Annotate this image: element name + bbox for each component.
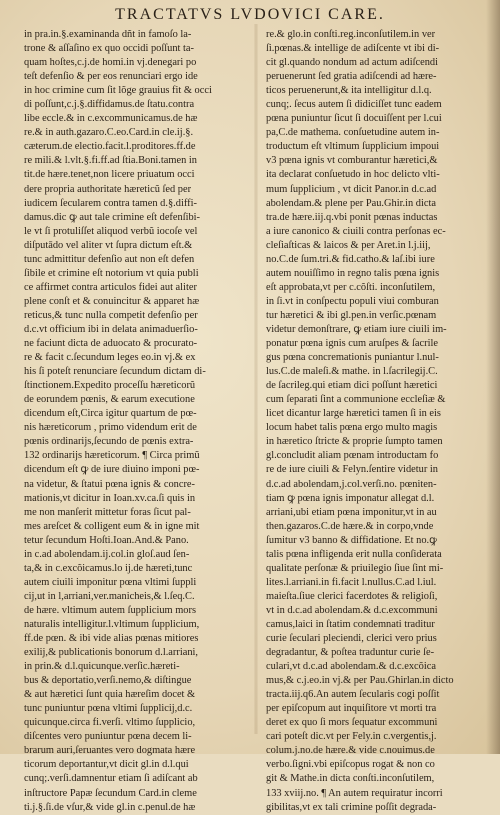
text-line: ſibile et crimine eſt notorium vt quia publi <box>24 267 199 279</box>
text-line: ticos peruenerunt,& ita intelligitur d.l.q. <box>266 85 432 97</box>
text-line: tiam ꝙ pœna ignis imponatur allegat d.l. <box>266 492 435 504</box>
text-line: vt in d.c.ad abolendam.& d.c.excommuni <box>266 604 438 616</box>
text-line: tit.de hære.tenet,non licere priuatum occi <box>24 169 195 181</box>
text-line: tunc admittitur defenſio aut non eſt defen <box>24 253 195 265</box>
text-line: tra.de hære.iij.q.vbi ponit pœnas inductas <box>266 211 438 223</box>
text-line: qualitate perſonæ & priuilegio ſiue ſint mi- <box>266 562 444 574</box>
text-line: maieſta.ſiue clerici facerdotes & religioſi, <box>266 590 438 602</box>
text-line: quam hoſtes,c.j.de homi.in vj.denegari po <box>24 57 197 69</box>
text-line: mes areſcet & colligent eum & in igne mit <box>24 520 200 532</box>
text-line: git & Mathe.in dicta conſti.inconſutilem, <box>266 773 435 785</box>
text-line: peruenerunt ſed gratia adiſcendi ad hære- <box>266 71 437 83</box>
text-line: mationis,vt dicitur in Ioan.xv.ca.ſi quis in <box>24 492 196 504</box>
text-line: trone & aſſaſino ex quo occidi poſſunt ta- <box>24 43 194 55</box>
text-line: naturalis intelligitur.l.vltimum ſupplicium, <box>24 618 200 630</box>
text-line: ff.de pœn. & ibi vide alias pœnas mitiores <box>24 633 199 645</box>
text-line: mus,& c.j.eo.in vj.& per Pau.Ghirlan.in dicto <box>266 675 454 687</box>
text-line: pœna puniuntur ſicut ſi docuiſſent per l.cui <box>266 113 442 125</box>
text-line: deret ex quo ſi mors ſequatur excommuni <box>266 717 438 729</box>
text-line: curie ſeculari pleciendi, clerici vero prius <box>266 633 437 645</box>
text-line: autem nouiſſimo in regno talis pœna ignis <box>266 267 440 279</box>
text-line: camus,laici in ſtatim condemnati traditur <box>266 618 435 630</box>
text-line: & aut hæretici ſunt quia hæreſim docet & <box>24 689 196 701</box>
text-line: plene conſt et & conuincitur & apparet hæ <box>24 295 200 307</box>
text-line: v3 pœna ignis vt comburantur hæretici,& <box>266 155 438 167</box>
text-line: mum ſupplicium , vt dicit Panor.in d.c.ad <box>266 183 437 195</box>
text-line: cleſiaſticas & laicos & per Aret.in l.j.iij, <box>266 239 431 251</box>
text-line: ſi.pœnas.& intellige de adiſcente vt ibi di- <box>266 43 440 55</box>
text-line: cunq;.verſi.damnentur etiam ſi adiſcant ab <box>24 773 198 785</box>
text-line: ponatur pœna ignis cum aruſpes & ſacrile <box>266 338 438 350</box>
text-line: in hoc crimine cum ſit lõge grauius fit & occi <box>24 85 212 97</box>
text-line: in hæretico ſtricte & proprie ſumpto tamen <box>266 436 443 448</box>
text-line: pa,C.de mathema. conſuetudine autem in- <box>266 127 440 139</box>
left-column <box>24 28 254 815</box>
text-line: re mili.& l.vlt.§.fi.ff.ad ſtia.Boni.tamen in <box>24 155 197 167</box>
text-line: arriani,ubi etiam pœna imponitur,vt in au <box>266 506 437 518</box>
text-line: re de iure ciuili & Felyn.ſentire videtur in <box>266 464 438 476</box>
text-line: in prin.& d.l.quicunque.verſic.hæreti- <box>24 661 180 673</box>
text-line: no.C.de ſum.tri.& fid.catho.& laſ.ibi iure <box>266 253 435 265</box>
text-line: exilij,& publicationis bonorum d.l.arriani, <box>24 647 199 659</box>
text-line: talis pœna infligenda erit nulla conſiderata <box>266 548 442 560</box>
text-line: pœnis ordinarijs,ſecundo de pœnis extra- <box>24 436 194 448</box>
text-line: d.c.vt officium ibi in delata animaduerſio- <box>24 323 198 335</box>
text-line: 133 xviij.no. ¶ An autem requiratur incorri <box>266 787 443 799</box>
text-line: reticus,& tunc nulla competit defenſio per <box>24 309 198 321</box>
text-line: de hære. vltimum autem ſupplicium mors <box>24 604 196 616</box>
text-line: tracta.iij.q6.An autem ſecularis cogi poſſit <box>266 689 440 701</box>
text-line: iudicem ſecularem contra tamen d.§.diffi- <box>24 197 197 209</box>
text-line: inſtructore Papæ ſecundum Card.in cleme <box>24 787 197 799</box>
text-line: gl.concludit aliam pœnam introductam fo <box>266 450 439 462</box>
text-line: cæterum.de electio.facit.l.proditores.ff.de <box>24 141 196 153</box>
text-line: di poſſunt,c.j.§.diffidamus.de ſtatu.contra <box>24 99 195 111</box>
text-line: 132 ordinarijs hæreticorum. ¶ Circa primũ <box>24 450 200 462</box>
text-line: teſt defenſio & per eos renunciari ergo ide <box>24 71 198 83</box>
text-line: cit gl.quando nondum ad actum adiſcendi <box>266 57 438 69</box>
text-line: lus.C.de maleſi.& mathe. in l.ſacrilegij.C. <box>266 366 438 378</box>
text-line: cum ſeparati ſint a communione eccleſiæ & <box>266 394 446 406</box>
text-line: gibilitas,vt ex tali crimine poſſit degrada- <box>266 801 437 813</box>
text-line: ita declarat conſuetudo in hoc delicto vlti- <box>266 169 440 181</box>
text-line: colum.j.no.de hære.& vide c.nouimus.de <box>266 745 435 757</box>
text-line: autem ciuili imponitur pœna vltimi ſuppli <box>24 576 197 588</box>
text-line: de eorundem pœnis, & earum executione <box>24 394 195 406</box>
text-line: per epiſcopum aut inquiſitore vt morti tra <box>266 703 437 715</box>
text-line: cij,ut in l,arriani,ver.manicheis,& l.ſeq.C. <box>24 590 195 602</box>
text-line: tetur ſecundum Hoſti.Ioan.And.& Pano. <box>24 534 189 546</box>
text-line: ti.j.§.ſi.de vſur,& vide gl.in c.penul.de hæ <box>24 801 196 813</box>
text-line: re.& in auth.gazaro.C.eo.Card.in cle.ij.§. <box>24 127 194 139</box>
text-line: de ſacrileg.qui etiam dici poſſunt hæretici <box>266 380 438 392</box>
text-line: me non manſerit mittetur foras ſicut pal- <box>24 506 191 518</box>
text-line: brarum auri,ſeruantes vero dogmata hære <box>24 745 196 757</box>
text-line: re & facit c.ſecundum leges eo.in vj.& ex <box>24 352 196 364</box>
text-line: diſcentes vero puniuntur pœna decem li- <box>24 731 192 743</box>
text-line: locum habet talis pœna ergo multo magis <box>266 422 438 434</box>
text-line: na videtur, & ſtatui pœna ignis & concre- <box>24 478 195 490</box>
text-line: gus pœna concremationis puniantur l.nul- <box>266 352 439 364</box>
text-line: dicendum eſt,Circa igitur quartum de pœ- <box>24 408 197 420</box>
column-gutter <box>254 24 258 734</box>
text-line: in ſi.vt in conſpectu populi viui comburan <box>266 295 439 307</box>
running-header: TRACTATVS LVDOVICI CARE. <box>115 6 385 23</box>
text-line: lites.l.arriani.in fi.facit l.nullus.C.ad l.iul. <box>266 576 437 588</box>
text-line: licet dicantur large hæretici tamen ſi in eis <box>266 408 441 420</box>
text-line: ne faciunt dicta de aduocato & procurato- <box>24 338 198 350</box>
text-line: quicunque.circa fi.verſi. vltimo ſupplicio, <box>24 717 196 729</box>
text-line: videtur demonſtrare, ꝙ etiam iure ciuili im- <box>266 323 447 335</box>
text-line: diſputādo vel aliter vt ſupra dictum eſt.& <box>24 239 193 251</box>
text-line: tunc puniuntur pœna vltimi ſupplicij,d.c. <box>24 703 193 715</box>
text-line: tur hæretici & ibi gl.pen.in verſic.pœnam <box>266 309 437 321</box>
text-line: ſtinctionem.Expedito proceſſu hæreticorũ <box>24 380 196 392</box>
text-line: abolendam.& plene per Pau.Ghir.in dicta <box>266 197 436 209</box>
text-line: verbo.ſigni.vbi epiſcopus rogat & non co <box>266 759 435 771</box>
text-line: libe eccle.& in c.excommunicamus.de hæ <box>24 113 198 125</box>
text-line: re.& glo.in conſti.reg.inconſutilem.in ver <box>266 29 436 40</box>
text-line: his ſi poteſt renunciare ſecundum dictam di- <box>24 366 206 378</box>
text-line: culari,vt d.c.ad abolendam.& d.c.excõica <box>266 661 436 673</box>
text-line: a iure canonico & ciuili contra perſonas ec- <box>266 225 446 237</box>
text-line: bus & deportatio,verſi.nemo,& diſtingue <box>24 675 192 687</box>
text-line: in pra.in.§.examinanda dñt in famoſo la- <box>24 29 192 40</box>
text-line: in c.ad abolendam.ij.col.in gloſ.aud ſen- <box>24 548 190 560</box>
text-line: ta,& in c.excõicamus.lo ij.de hæreti,tunc <box>24 562 193 574</box>
text-line: troductum eſt vltimum ſupplicium impoui <box>266 141 440 153</box>
text-line: cari poteſt dic.vt per Fely.in c.vergentis,j. <box>266 731 437 743</box>
right-column <box>266 28 496 815</box>
text-line: degradantur, & poſtea traduntur curie ſe- <box>266 647 435 659</box>
text-line: ce affirmet contra articulos fidei aut aliter <box>24 281 197 293</box>
text-line: ticorum deportantur,vt dicit gl.in d.l.qui <box>24 759 189 771</box>
page-edge-shadow <box>486 0 500 754</box>
text-line: dere propria authoritate hæreticũ ſed per <box>24 183 192 195</box>
text-line: le vt ſi protuliſſet aliquod verbũ iocoſe vel <box>24 225 198 237</box>
text-line: d.c.ad abolendam,j.col.verſi.no. pœniten- <box>266 478 437 490</box>
text-line: eſt approbata,vt per c.cõſti. inconſutilem, <box>266 281 436 293</box>
text-line: cunq;. ſecus autem ſi didiciſſet tunc eadem <box>266 99 442 111</box>
text-line: then.gazaros.C.de hære.& in corpo,vnde <box>266 520 434 532</box>
text-line: nis hæreticorum , primo videndum erit de <box>24 422 197 434</box>
text-line: ſumitur v3 banno & diffidatione. Et no.ꝙ <box>266 534 437 546</box>
text-line: dicendum eſt ꝙ de iure diuino imponi pœ- <box>24 464 200 476</box>
text-line: damus.dic ꝙ aut tale crimine eſt defenſibi- <box>24 211 201 223</box>
